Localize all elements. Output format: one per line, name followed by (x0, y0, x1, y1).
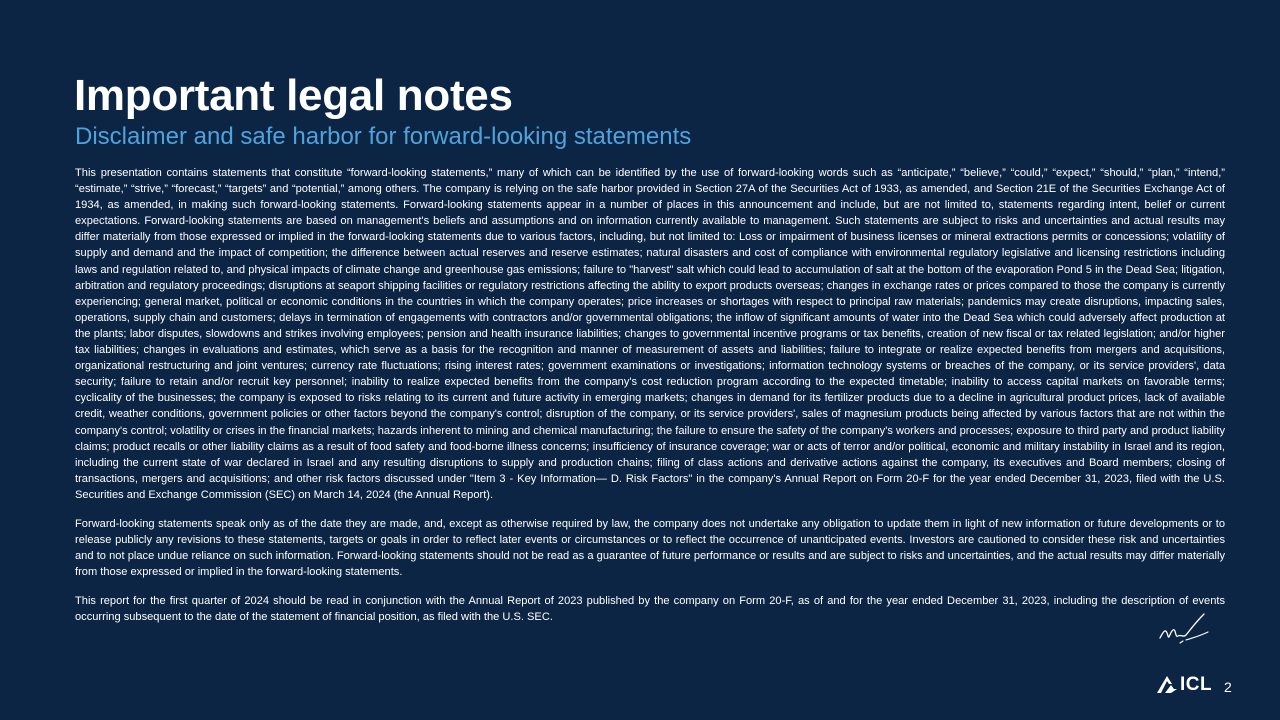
page-number: 2 (1224, 679, 1232, 695)
paragraph-forward-looking-risks: This presentation contains statements that constitute “forward-looking statements,” many of which can be identified by the use of forward-looking words such as “anticipate,” “believe,” “could,” “expect,” “should,” “plan,” “intend,” “estimate,” “strive,” “forecast,” “targets” and “potential,” among others. The company is relying on the safe harbor provided in Section 27A of the Securities Act of 1933, as amended, and Section 21E of the Securities Exchange Act of 1934, as amended, in making such forward-looking statements. Forward-looking statements appear in a number of places in this announcement and include, but are not limited to, statements regarding intent, belief or current expectations. Forward-looking statements are based on management's beliefs and assumptions and on information currently available to management. Such statements are subject to risks and uncertainties and actual results may differ materially from those expressed or implied in the forward-looking statements due to various factors, including, but not limited to: Loss or impairment of business licenses or mineral extractions permits or concessions; volatility of supply and demand and the impact of competition; the difference between actual reserves and reserve estimates; natural disasters and cost of compliance with environmental regulatory legislative and licensing restrictions including laws and regulation related to, and physical impacts of climate change and greenhouse gas emissions; failure to "harvest" salt which could lead to accumulation of salt at the bottom of the evaporation Pond 5 in the Dead Sea; litigation, arbitration and regulatory proceedings; disruptions at seaport shipping facilities or regulatory restrictions affecting the ability to export products overseas; changes in exchange rates or prices compared to those the company is currently experiencing; general market, political or economic conditions in the countries in which the company operates; price increases or shortages with respect to principal raw materials; pandemics may create disruptions, impacting sales, operations, supply chain and customers; delays in termination of engagements with contractors and/or governmental obligations; the inflow of significant amounts of water into the Dead Sea which could adversely affect production at the plants; labor disputes, slowdowns and strikes involving employees; pension and health insurance liabilities; changes to governmental incentive programs or tax benefits, creation of new fiscal or tax related legislation; and/or higher tax liabilities; changes in evaluations and estimates, which serve as a basis for the recognition and manner of measurement of assets and liabilities; failure to integrate or realize expected benefits from mergers and acquisitions, organizational restructuring and joint ventures; currency rate fluctuations; rising interest rates; government examinations or investigations; information technology systems or breaches of the company, or its service providers', data security; failure to retain and/or recruit key personnel; inability to realize expected benefits from the company's cost reduction program according to the expected timetable; inability to access capital markets on favorable terms; cyclicality of the businesses; the company is exposed to risks relating to its current and future activity in emerging markets; changes in demand for its fertilizer products due to a decline in agricultural product prices, lack of available credit, weather conditions, government policies or other factors beyond the company's control; disruption of the company, or its service providers', sales of magnesium products being affected by various factors that are not within the company's control; volatility or crises in the financial markets; hazards inherent to mining and chemical manufacturing; the failure to ensure the safety of the company's workers and processes; exposure to third party and product liability claims; product recalls or other liability claims as a result of food safety and food-borne illness concerns; insufficiency of insurance coverage; war or acts of terror and/or political, economic and military instability in Israel and its region, including the current state of war declared in Israel and any resulting disruptions to supply and production chains; filing of class actions and derivative actions against the company, its executives and Board members; closing of transactions, mergers and acquisitions; and other risk factors discussed under "Item 3 - Key Information— D. Risk Factors" in the company's Annual Report on Form 20-F for the year ended December 31, 2023, filed with the U.S. Securities and Exchange Commission (SEC) on March 14, 2024 (the Annual Report). (75, 167, 1225, 501)
paragraph-no-obligation: Forward-looking statements speak only as of the date they are made, and, except as otherwise required by law, the company does not undertake any obligation to update them in light of new information or future developments or to release publicly any revisions to these statements, targets or goals in order to reflect later events or circumstances or to reflect the occurrence of unanticipated events. Investors are cautioned to consider these risk and uncertainties and to not place undue reliance on such information. Forward-looking statements should not be read as a guarantee of future performance or results and are subject to risks and uncertainties, and the actual results may differ materially from those expressed or implied in the forward-looking statements. (75, 517, 1225, 579)
logo-text: ICL (1180, 674, 1213, 695)
page-title: Important legal notes (74, 71, 513, 120)
signature-icon (1156, 608, 1212, 652)
paragraph-annual-report: This report for the first quarter of 2024 should be read in conjunction with the Annual Report of 2023 published by the company on Form 20-F, as of and for the year ended December 31, 2023, including the description of events occurring subsequent to the date of the statement of financial position, as filed with the U.S. SEC. (75, 595, 1225, 624)
page-subtitle: Disclaimer and safe harbor for forward-looking statements (75, 123, 692, 150)
legal-notes-body (75, 165, 1225, 639)
